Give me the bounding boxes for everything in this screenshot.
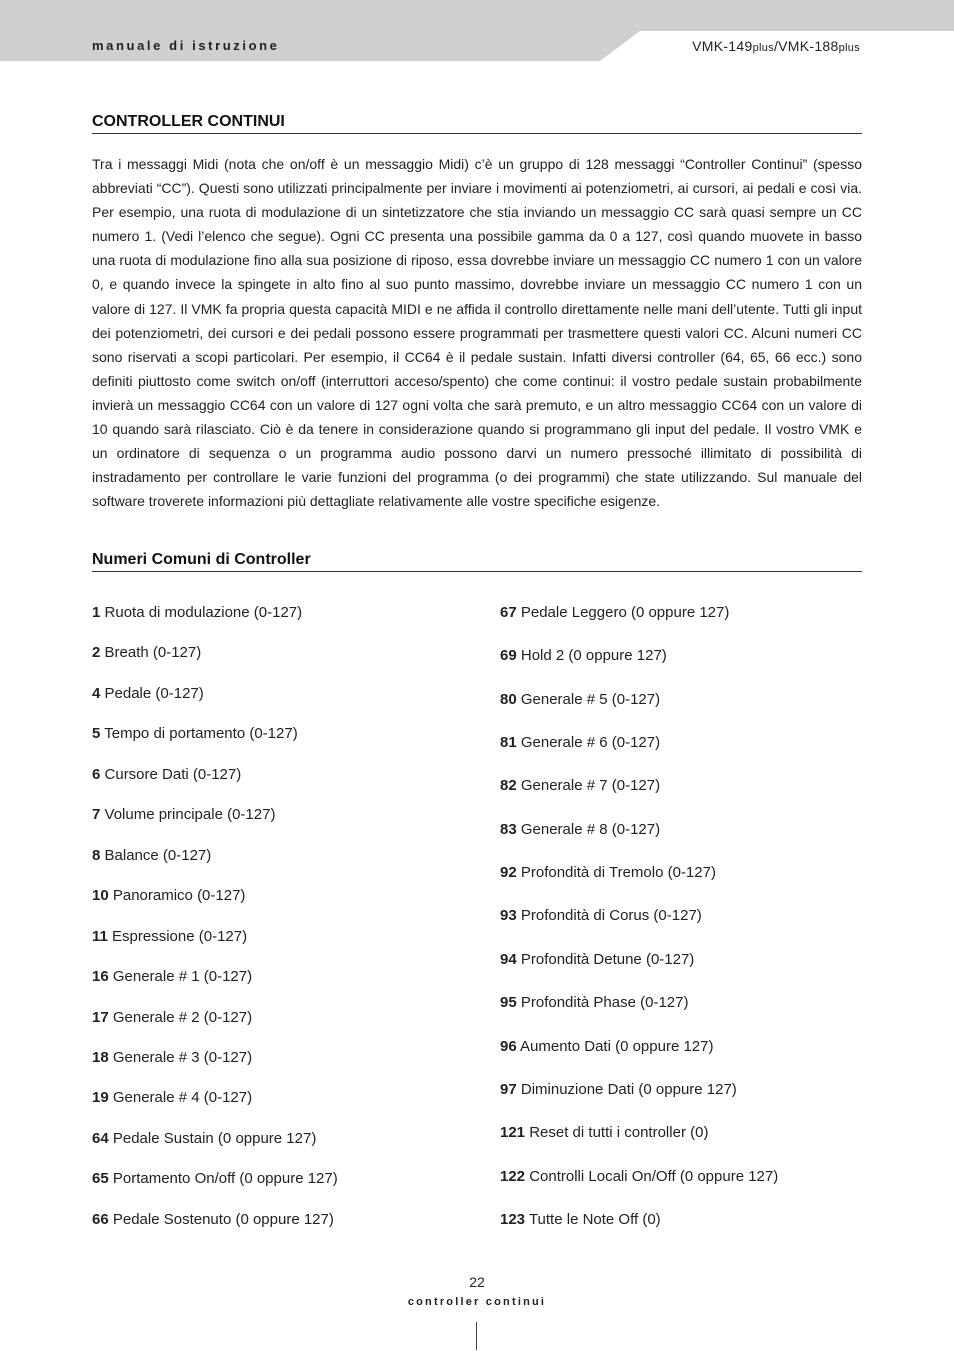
controller-label: Espressione (0-127) <box>112 927 248 945</box>
controller-label: Generale # 1 (0-127) <box>112 968 253 986</box>
list-item <box>92 847 211 864</box>
list-item <box>92 1170 338 1187</box>
controller-number: 16 <box>92 968 109 986</box>
controller-label: Tempo di portamento (0-127) <box>104 725 298 743</box>
controller-label: Generale # 2 (0-127) <box>112 1008 253 1026</box>
list-item <box>500 821 660 838</box>
controller-number: 64 <box>92 1129 109 1147</box>
list-item <box>500 1211 661 1228</box>
controller-number: 17 <box>92 1008 109 1026</box>
footer-section-label: controller continui <box>407 1296 547 1308</box>
controller-number: 83 <box>500 820 517 838</box>
controller-label: Hold 2 (0 oppure 127) <box>520 647 667 665</box>
controller-label: Pedale (0-127) <box>104 684 204 702</box>
controller-number: 8 <box>92 846 101 864</box>
controller-number: 80 <box>500 690 517 708</box>
model-part2: /VMK-188 <box>773 38 839 54</box>
controller-number: 69 <box>500 647 517 665</box>
list-item <box>500 1081 737 1098</box>
controller-label: Volume principale (0-127) <box>104 806 276 824</box>
controller-label: Generale # 7 (0-127) <box>520 777 661 795</box>
controller-label: Generale # 6 (0-127) <box>520 734 661 752</box>
controller-number: 66 <box>92 1210 109 1228</box>
controller-label: Generale # 5 (0-127) <box>520 690 661 708</box>
controller-label: Aumento Dati (0 oppure 127) <box>520 1037 714 1055</box>
controller-number: 65 <box>92 1170 109 1188</box>
controller-number: 4 <box>92 684 101 702</box>
controller-label: Generale # 4 (0-127) <box>112 1089 253 1107</box>
controller-number: 11 <box>92 927 108 945</box>
controller-label: Pedale Sustain (0 oppure 127) <box>112 1129 317 1147</box>
controller-number: 7 <box>92 806 101 824</box>
controller-label: Reset di tutti i controller (0) <box>529 1124 709 1142</box>
controller-label: Generale # 8 (0-127) <box>520 820 661 838</box>
controller-number: 92 <box>500 864 517 882</box>
model-part2-suffix: plus <box>838 42 860 54</box>
list-item <box>500 734 660 751</box>
list-item <box>500 1168 778 1185</box>
list-item <box>92 604 302 621</box>
controller-label: Diminuzione Dati (0 oppure 127) <box>520 1080 737 1098</box>
controller-label: Balance (0-127) <box>104 846 212 864</box>
list-item <box>500 1124 708 1141</box>
model-part1: VMK-149 <box>692 38 753 54</box>
controller-number: 82 <box>500 777 517 795</box>
controller-label: Cursore Dati (0-127) <box>104 765 242 783</box>
controller-label: Breath (0-127) <box>104 644 202 662</box>
list-item <box>500 647 667 664</box>
list-item <box>500 1038 713 1055</box>
list-item <box>92 806 275 823</box>
controller-label: Panoramico (0-127) <box>112 887 246 905</box>
controller-label: Controlli Locali On/Off (0 oppure 127) <box>529 1167 779 1185</box>
controller-number: 94 <box>500 950 517 968</box>
list-item <box>92 725 298 742</box>
controller-number: 96 <box>500 1037 517 1055</box>
controller-label: Pedale Sostenuto (0 oppure 127) <box>112 1210 334 1228</box>
controller-number: 18 <box>92 1048 109 1066</box>
subsection-title: Numeri Comuni di Controller <box>92 551 862 572</box>
list-item <box>92 1211 334 1228</box>
list-item <box>500 907 702 924</box>
list-item <box>92 644 201 661</box>
controller-label: Tutte le Note Off (0) <box>528 1210 661 1228</box>
list-item <box>92 685 204 702</box>
controller-label: Generale # 3 (0-127) <box>112 1048 253 1066</box>
list-item <box>92 1130 316 1147</box>
controller-number: 122 <box>500 1167 526 1185</box>
controller-number: 19 <box>92 1089 109 1107</box>
section-title: CONTROLLER CONTINUI <box>92 113 862 134</box>
controller-number: 1 <box>92 604 101 621</box>
list-item <box>92 928 247 945</box>
controller-number: 5 <box>92 725 101 743</box>
model-part1-suffix: plus <box>752 42 774 54</box>
list-item <box>92 968 252 985</box>
controller-label: Profondità Phase (0-127) <box>520 994 689 1012</box>
page-number: 22 <box>469 1274 485 1290</box>
controller-number: 2 <box>92 644 101 662</box>
list-item <box>500 951 694 968</box>
controller-number: 10 <box>92 887 109 905</box>
header-manual-label: manuale di istruzione <box>92 38 280 53</box>
controller-number: 81 <box>500 734 517 752</box>
controller-number: 121 <box>500 1124 526 1142</box>
controller-label: Portamento On/off (0 oppure 127) <box>112 1170 338 1188</box>
list-item <box>92 766 241 783</box>
controller-number: 6 <box>92 765 101 783</box>
list-item <box>500 994 688 1011</box>
section-body: Tra i messaggi Midi (nota che on/off è un messaggio Midi) c’è un gruppo di 128 messaggi “Controller Continui” (spesso abbreviati “CC”). Questi sono utilizzati principalmente per inviare i movimenti ai potenziometri, ai cursori, ai pedali e così via. Per esempio, una ruota di modulazione di un sintetizzatore che stia inviando un messaggio CC sarà quasi sempre un CC numero 1. (Vedi l’elenco che segue). Ogni CC presenta una possibile gamma da 0 a 127, così quando muovete in basso una ruota di modulazione fino alla sua posizione di riposo, essa dovrebbe inviare un messaggio CC numero 1 con un valore 0, e quando invece la spingete in alto fino al suo punto massimo, dovrebbe inviare un messaggio CC numero 1 con un valore di 127. Il VMK fa propria questa capacità MIDI e ne affida il controllo direttamente nelle mani dell’utente. Tutti gli input dei potenziometri, dei cursori e dei pedali possono essere programmati per trasmettere questi valori CC. Alcuni numeri CC sono riservati a scopi particolari. Per esempio, il CC64 è il pedale sustain. Infatti diversi controller (64, 65, 66 ecc.) sono definiti piuttosto come switch on/off (interruttori acceso/spento) che come continui: il vostro pedale sustain probabilmente invierà un messaggio CC64 con un valore di 127 ogni volta che sarà premuto, e un altro messaggio CC64 con un valore di 10 quando sarà rilasciato. Ciò è da tenere in considerazione quando si programmano gli input del pedale. Il vostro VMK e un ordinatore di sequenza o un programma audio possono darvi un numero pressoché illimitato di possibilità di instradamento per controllare le varie funzioni del programma (o dei programmi) che state utilizzando. Sul manuale del software troverete informazioni più dettagliate relativamente alle vostre specifiche esigenze. <box>92 156 862 510</box>
controller-label: Ruota di modulazione (0-127) <box>104 604 303 621</box>
controller-label: Profondità di Tremolo (0-127) <box>520 864 716 882</box>
list-item <box>92 1089 252 1106</box>
list-item <box>500 604 729 621</box>
header-model-name <box>692 38 860 54</box>
controller-label: Pedale Leggero (0 oppure 127) <box>520 604 730 621</box>
controller-number: 95 <box>500 994 517 1012</box>
controller-number: 93 <box>500 907 517 925</box>
list-item <box>500 864 716 881</box>
controller-number: 67 <box>500 604 517 621</box>
list-item <box>92 887 245 904</box>
controller-label: Profondità di Corus (0-127) <box>520 907 702 925</box>
controller-number: 97 <box>500 1080 517 1098</box>
list-item <box>92 1009 252 1026</box>
controller-label: Profondità Detune (0-127) <box>520 950 695 968</box>
list-item <box>500 691 660 708</box>
footer-divider <box>476 1322 477 1350</box>
list-item <box>92 1049 252 1066</box>
controller-number: 123 <box>500 1210 526 1228</box>
list-item <box>500 777 660 794</box>
